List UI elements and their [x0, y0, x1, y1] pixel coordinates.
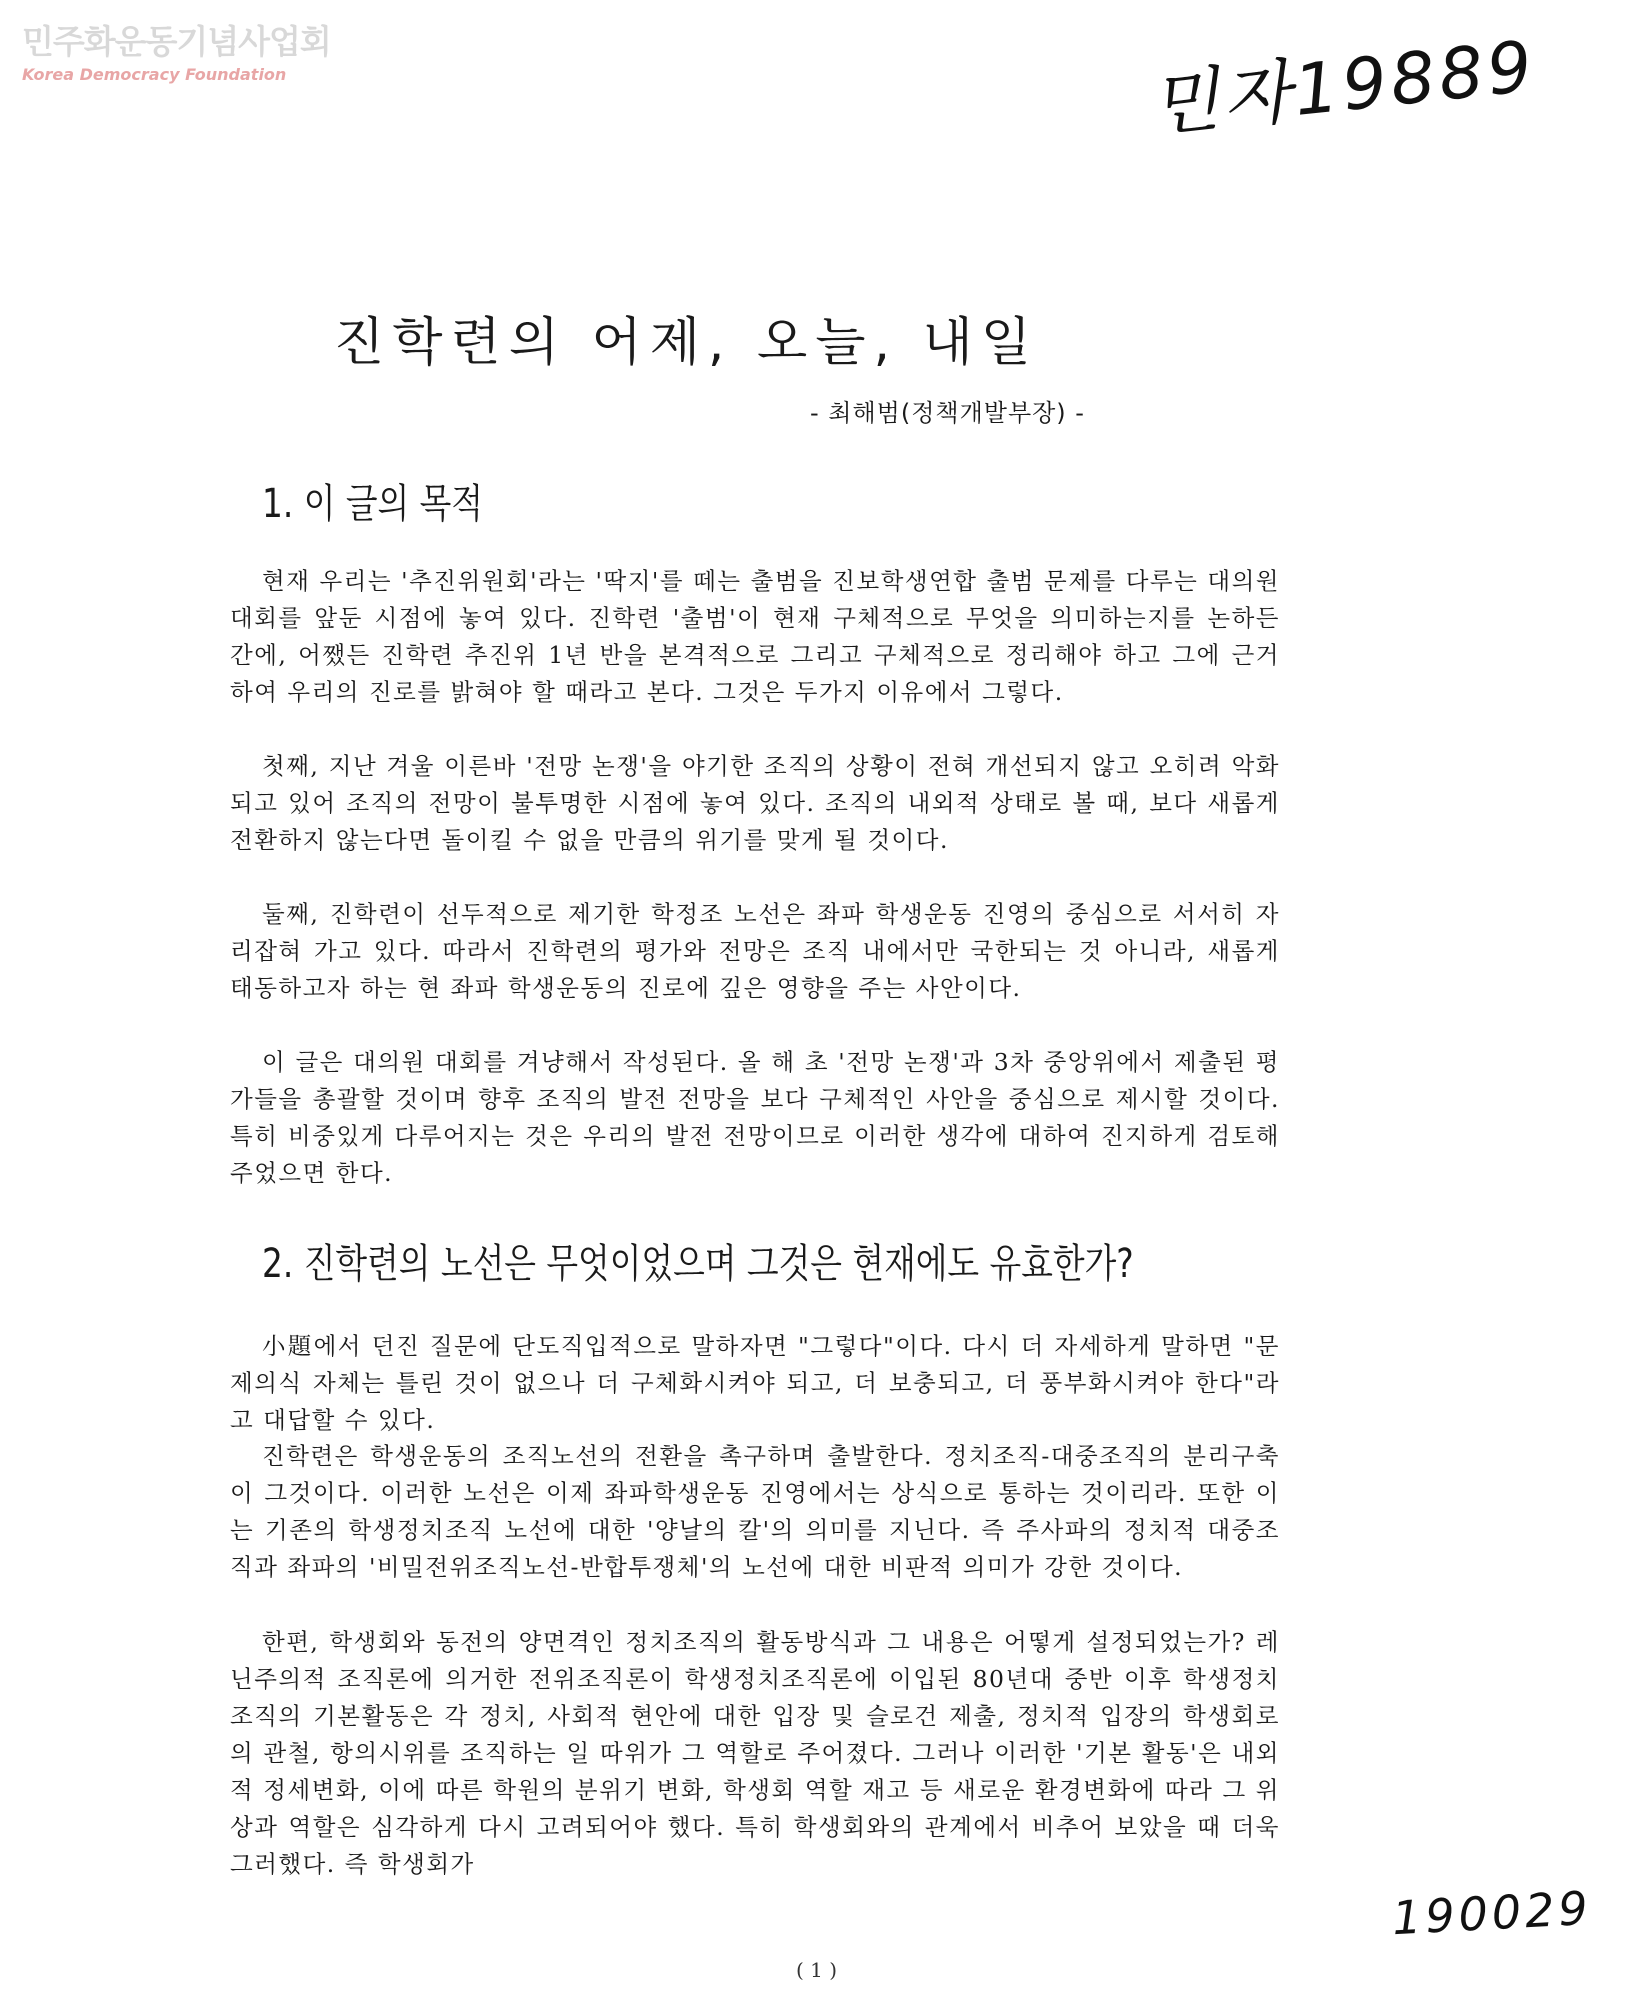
section-2-paragraph-1: 小題에서 던진 질문에 단도직입적으로 말하자면 "그렇다"이다. 다시 더 자세하게 말하면 "문제의식 자체는 틀린 것이 없으나 더 구체화시켜야 되고, 더 보충되고, 더 풍부화시켜야 한다"라고 대답할 수 있다.	[230, 1332, 1280, 1434]
document-author: - 최해범(정책개발부장) -	[810, 399, 1085, 427]
section-1-paragraph-2: 첫째, 지난 겨울 이른바 '전망 논쟁'을 야기한 조직의 상황이 전혀 개선되지 않고 오히려 악화되고 있어 조직의 전망이 불투명한 시점에 놓여 있다. 조직의 내외적 상태로 볼 때, 보다 새롭게 전환하지 않는다면 돌이킬 수 없을 만큼의 위기를 맞게 될 것이다.	[230, 752, 1280, 854]
section-1-paragraph-3: 둘째, 진학련이 선두적으로 제기한 학정조 노선은 좌파 학생운동 진영의 중심으로 서서히 자리잡혀 가고 있다. 따라서 진학련의 평가와 전망은 조직 내에서만 국한되는 것 아니라, 새롭게 태동하고자 하는 현 좌파 학생운동의 진로에 깊은 영향을 주는 사안이다.	[230, 900, 1280, 1002]
watermark-korean: 민주화운동기념사업회	[22, 22, 331, 61]
watermark-english: Korea Democracy Foundation	[22, 65, 287, 84]
section-2-paragraph-3: 한편, 학생회와 동전의 양면격인 정치조직의 활동방식과 그 내용은 어떻게 설정되었는가? 레닌주의적 조직론에 의거한 전위조직론이 학생정치조직론에 이입된 80년대 중반 이후 학생정치조직의 기본활동은 각 정치, 사회적 현안에 대한 입장 및 슬로건 제출, 정치적 입장의 학생회로의 관철, 항의시위를 조직하는 일 따위가 그 역할로 주어졌다. 그러나 이러한 '기본 활동'은 내외적 정세변화, 이에 따른 학원의 분위기 변화, 학생회 역할 재고 등 새로운 환경변화에 따라 그 위상과 역할은 심각하게 다시 고려되어야 했다. 특히 학생회와의 관계에서 비추어 보았을 때 더욱 그러했다. 즉 학생회가	[230, 1628, 1280, 1878]
handwritten-page-code: 190029	[1390, 1880, 1593, 1946]
handwritten-archive-number: 민자19889	[1147, 25, 1540, 147]
section-1-paragraph-1: 현재 우리는 '추진위원회'라는 '딱지'를 떼는 출범을 진보학생연합 출범 문제를 다루는 대의원대회를 앞둔 시점에 놓여 있다. 진학련 '출범'이 현재 구체적으로 무엇을 의미하는지를 논하든 간에, 어쨌든 진학련 추진위 1년 반을 본격적으로 그리고 구체적으로 정리해야 하고 그에 근거하여 우리의 진로를 밝혀야 할 때라고 본다. 그것은 두가지 이유에서 그렇다.	[230, 567, 1280, 706]
section-heading-2: 2. 진학련의 노선은 무엇이었으며 그것은 현재에도 유효한가?	[262, 1241, 1134, 1287]
section-2-paragraph-2: 진학련은 학생운동의 조직노선의 전환을 촉구하며 출발한다. 정치조직-대중조직의 분리구축이 그것이다. 이러한 노선은 이제 좌파학생운동 진영에서는 상식으로 통하는 것이리라. 또한 이는 기존의 학생정치조직 노선에 대한 '양날의 칼'의 의미를 지닌다. 즉 주사파의 정치적 대중조직과 좌파의 '비밀전위조직노선-반합투쟁체'의 노선에 대한 비판적 의미가 강한 것이다.	[230, 1442, 1280, 1581]
document-title: 진학련의 어제, 오늘, 내일	[334, 313, 1039, 373]
foundation-watermark	[22, 22, 331, 84]
section-1-paragraph-4: 이 글은 대의원 대회를 겨냥해서 작성된다. 올 해 초 '전망 논쟁'과 3차 중앙위에서 제출된 평가들을 총괄할 것이며 향후 조직의 발전 전망을 보다 구체적인 사안을 중심으로 제시할 것이다. 특히 비중있게 다루어지는 것은 우리의 발전 전망이므로 이러한 생각에 대하여 진지하게 검토해 주었으면 한다.	[230, 1048, 1280, 1187]
section-heading-1: 1. 이 글의 목적	[262, 481, 484, 527]
page-number: ( 1 )	[795, 1958, 838, 1982]
